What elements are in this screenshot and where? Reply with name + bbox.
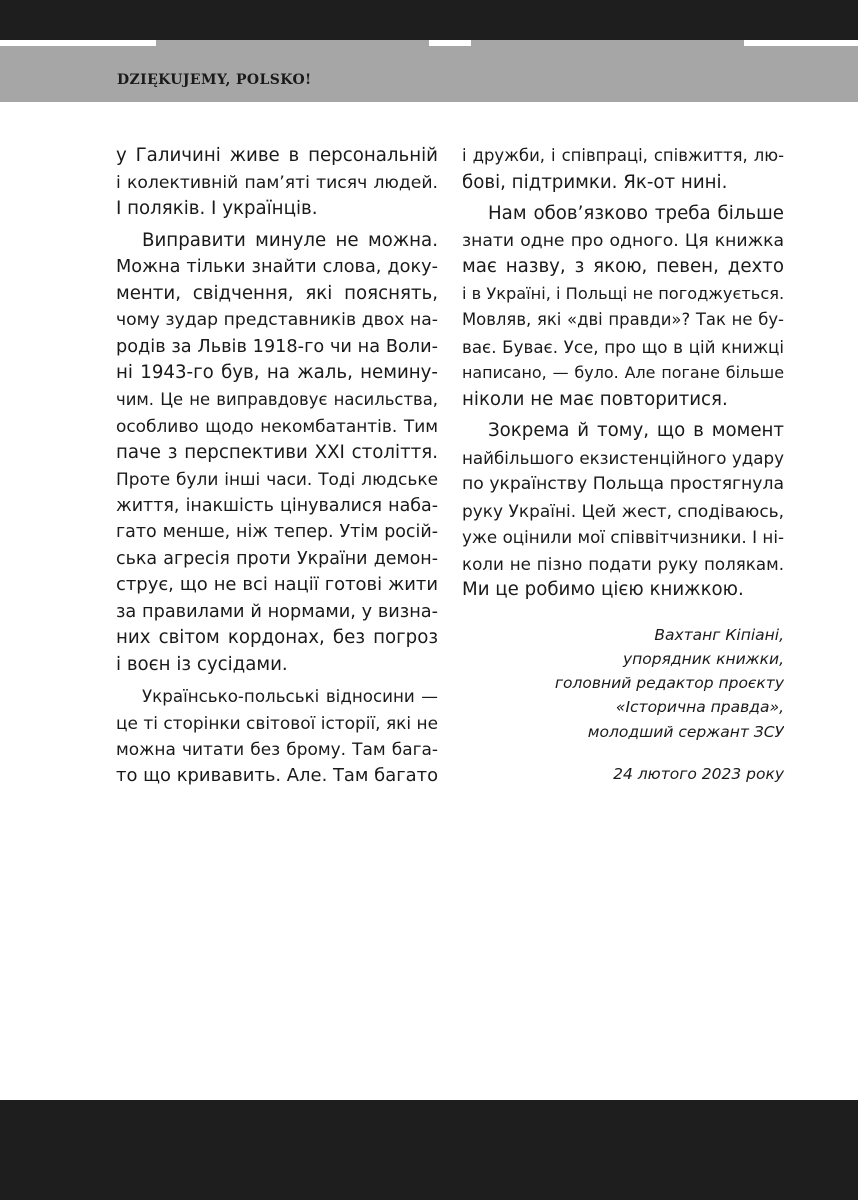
text-line: І поляків. І українців. bbox=[116, 198, 318, 219]
text-line: Виправити минуле не можна. bbox=[142, 229, 438, 251]
paragraph bbox=[462, 201, 784, 413]
text-line: має назву, з якою, певен, дехто bbox=[462, 256, 784, 277]
top-dark-bar bbox=[0, 0, 858, 40]
left-column bbox=[116, 143, 438, 789]
running-title: DZIĘKUJEMY, POLSKO! bbox=[117, 72, 312, 88]
text-line: коли не пізно подати руку полякам. bbox=[462, 553, 784, 574]
text-line: родів за Львів 1918-го чи на Воли- bbox=[116, 336, 438, 357]
paragraph bbox=[116, 143, 438, 223]
signature-line: упорядник книжки, bbox=[622, 649, 784, 668]
text-line: ніколи не має повторитися. bbox=[462, 388, 728, 410]
text-line: по українству Польща простягнула bbox=[462, 474, 784, 494]
text-line: ська агресія проти України демон- bbox=[116, 548, 438, 569]
text-line: них світом кордонах, без погроз bbox=[116, 627, 438, 648]
date-line: 24 лютого 2023 року bbox=[613, 764, 784, 783]
signature-line: «Історична правда», bbox=[615, 698, 784, 717]
right-column bbox=[462, 143, 784, 786]
text-line: ні 1943-го був, на жаль, немину- bbox=[116, 362, 438, 383]
text-line: чим. Це не виправдовує насильства, bbox=[116, 389, 438, 409]
text-line: уже оцінили мої співвітчизники. І ні- bbox=[462, 527, 784, 547]
text-line: це ті сторінки світової історії, які не bbox=[116, 712, 438, 733]
text-line: можна читати без брому. Там бага- bbox=[116, 739, 438, 759]
text-line: у Галичині живе в персональній bbox=[116, 145, 438, 166]
text-line: паче з перспективи XXI століття. bbox=[116, 441, 438, 463]
text-line: за правилами й нормами, у визна- bbox=[116, 601, 438, 622]
text-line: і в Україні, і Польщі не погоджується. bbox=[462, 283, 784, 303]
text-line: Зокрема й тому, що в момент bbox=[488, 420, 784, 441]
author-signature bbox=[462, 623, 784, 744]
text-line: чому зудар представників двох на- bbox=[116, 310, 438, 330]
text-line: то що кривавить. Але. Там багато bbox=[116, 764, 438, 786]
text-line: струє, що не всі нації готові жити bbox=[116, 574, 438, 595]
signature-line: Вахтанг Кіпіані, bbox=[654, 625, 784, 644]
text-line: бові, підтримки. Як-от нині. bbox=[462, 171, 728, 193]
signature-line: головний редактор проєкту bbox=[554, 674, 784, 693]
paragraph bbox=[116, 683, 438, 789]
text-line: руку Україні. Цей жест, сподіваюсь, bbox=[462, 500, 784, 521]
text-line: Нам обов’язково треба більше bbox=[488, 203, 784, 224]
text-line: гато менше, ніж тепер. Утім росій- bbox=[116, 522, 438, 542]
text-line: знати одне про одного. Ця книжка bbox=[462, 230, 784, 251]
text-line: і дружби, і співпраці, співжиття, лю- bbox=[462, 146, 784, 165]
text-line: Ми це робимо цією книжкою. bbox=[462, 579, 744, 600]
paragraph bbox=[116, 228, 438, 679]
text-line: і воєн із сусідами. bbox=[116, 653, 288, 675]
text-line: написано, — було. Але погане більше bbox=[462, 363, 784, 382]
paragraph bbox=[462, 143, 784, 196]
text-line: менти, свідчення, які пояснять, bbox=[116, 282, 438, 304]
text-line: Мовляв, які «дві правди»? Так не бу- bbox=[462, 310, 784, 329]
text-line: Можна тільки знайти слова, доку- bbox=[116, 257, 438, 277]
paragraph bbox=[462, 418, 784, 604]
text-line: ває. Буває. Усе, про що в цій книжці bbox=[462, 336, 784, 357]
text-line: Українсько-польські відносини — bbox=[142, 686, 438, 706]
text-line: особливо щодо некомбатантів. Тим bbox=[116, 416, 438, 436]
text-line: Проте були інші часи. Тоді людське bbox=[116, 469, 438, 489]
bottom-dark-bar bbox=[0, 1100, 858, 1200]
signature-line: молодший сержант ЗСУ bbox=[587, 722, 784, 741]
text-line: і колективній пам’яті тисяч людей. bbox=[116, 172, 438, 193]
text-line: найбільшого екзистенційного удару bbox=[462, 447, 784, 468]
text-line: життя, інакшість цінувалися наба- bbox=[116, 495, 438, 516]
